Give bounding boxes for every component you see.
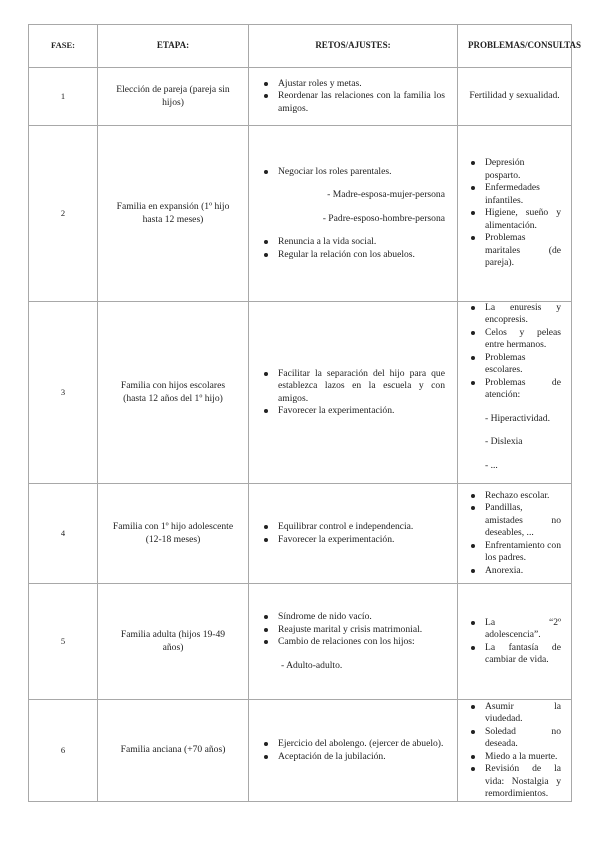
list-item: Anorexia. xyxy=(485,565,561,577)
list-item: Reordenar las relaciones con la familia los amigos. xyxy=(278,90,445,114)
sub-item: - Dislexia xyxy=(485,436,523,448)
list-item: Síndrome de nido vacío. xyxy=(278,611,445,623)
list-item: Ajustar roles y metas. xyxy=(278,78,445,90)
fase-cell: 1 xyxy=(29,68,98,126)
list-item: Ejercicio del abolengo. (ejercer de abuelo). xyxy=(278,738,444,750)
problemas-cell xyxy=(458,302,572,484)
problemas-cell xyxy=(458,584,572,700)
list-item: La enuresis y encopresis. xyxy=(485,302,561,326)
retos-cell xyxy=(249,484,458,584)
list-item: Revisión de la vida: Nostalgia y remordimientos. xyxy=(485,763,561,800)
list-item: Problemas escolares. xyxy=(485,352,561,377)
retos-cell xyxy=(249,68,458,126)
etapa-cell: Familia en expansión (1º hijo hasta 12 meses) xyxy=(98,126,249,302)
list-item: Enfrentamiento con los padres. xyxy=(485,539,561,564)
table-row xyxy=(29,68,572,126)
role-line-madre: - Madre-esposa-mujer-persona xyxy=(327,189,445,201)
list-item: Renuncia a la vida social. xyxy=(278,236,445,248)
table-row xyxy=(29,700,572,802)
sub-item: - ... xyxy=(485,459,498,471)
retos-cell xyxy=(249,584,458,700)
list-item: Higiene, sueño y alimentación. xyxy=(485,207,561,231)
list-item: Favorecer la experimentación. xyxy=(278,534,445,546)
list-item: Regular la relación con los abuelos. xyxy=(278,249,445,261)
table-row xyxy=(29,484,572,584)
fase-cell: 6 xyxy=(29,700,98,802)
retos-cell xyxy=(249,700,458,802)
fase-cell: 2 xyxy=(29,126,98,302)
list-item: Problemas de atención: xyxy=(485,376,561,401)
list-item: Negociar los roles parentales. xyxy=(278,166,445,178)
family-stages-table xyxy=(28,24,582,802)
fase-cell: 4 xyxy=(29,484,98,584)
list-item: Equilibrar control e independencia. xyxy=(278,521,445,533)
list-item: Depresión posparto. xyxy=(485,157,561,182)
role-line-padre: - Padre-esposo-hombre-persona xyxy=(322,212,445,224)
table-row xyxy=(29,302,572,484)
fase-cell: 5 xyxy=(29,584,98,700)
list-item: Celos y peleas entre hermanos. xyxy=(485,326,561,351)
etapa-cell: Familia con hijos escolares (hasta 12 años del 1º hijo) xyxy=(98,302,249,484)
list-item: Problemas maritales (de pareja). xyxy=(485,232,561,269)
sub-item: - Adulto-adulto. xyxy=(281,659,343,671)
sub-item: - Hiperactividad. xyxy=(485,412,550,424)
etapa-cell: Familia anciana (+70 años) xyxy=(98,700,249,802)
list-item: Enfermedades infantiles. xyxy=(485,182,561,207)
list-item: Facilitar la separación del hijo para que establezca lazos en la escuela y con amigos. xyxy=(278,367,445,404)
etapa-cell: Elección de pareja (pareja sin hijos) xyxy=(98,68,249,126)
list-item: Miedo a la muerte. xyxy=(485,751,561,763)
problemas-cell xyxy=(458,484,572,584)
table-header-row xyxy=(29,25,572,68)
etapa-cell: Familia con 1º hijo adolescente (12-18 meses) xyxy=(98,484,249,584)
header-fase: FASE: xyxy=(29,25,98,68)
problemas-cell xyxy=(458,700,572,802)
list-item: Asumir la viudedad. xyxy=(485,700,561,725)
table-row xyxy=(29,584,572,700)
retos-cell xyxy=(249,302,458,484)
list-item: Cambio de relaciones con los hijos: xyxy=(278,636,445,648)
list-item: Favorecer la experimentación. xyxy=(278,405,445,417)
list-item: La “2º adolescencia”. xyxy=(485,616,561,641)
list-item: La fantasía de cambiar de vida. xyxy=(485,641,561,666)
problemas-cell: Fertilidad y sexualidad. xyxy=(458,68,572,126)
retos-cell xyxy=(249,126,458,302)
list-item: Pandillas, amistades no deseables, ... xyxy=(485,502,561,539)
header-retos: RETOS/AJUSTES: xyxy=(249,25,458,68)
header-etapa: ETAPA: xyxy=(98,25,249,68)
list-item: Soledad no deseada. xyxy=(485,725,561,750)
list-item: Aceptación de la jubilación. xyxy=(278,751,445,763)
list-item: Reajuste marital y crisis matrimonial. xyxy=(278,624,445,636)
problemas-cell xyxy=(458,126,572,302)
table-row xyxy=(29,126,572,302)
header-problemas: PROBLEMAS/CONSULTAS xyxy=(458,25,572,68)
etapa-cell: Familia adulta (hijos 19-49 años) xyxy=(98,584,249,700)
fase-cell: 3 xyxy=(29,302,98,484)
list-item: Rechazo escolar. xyxy=(485,490,561,502)
